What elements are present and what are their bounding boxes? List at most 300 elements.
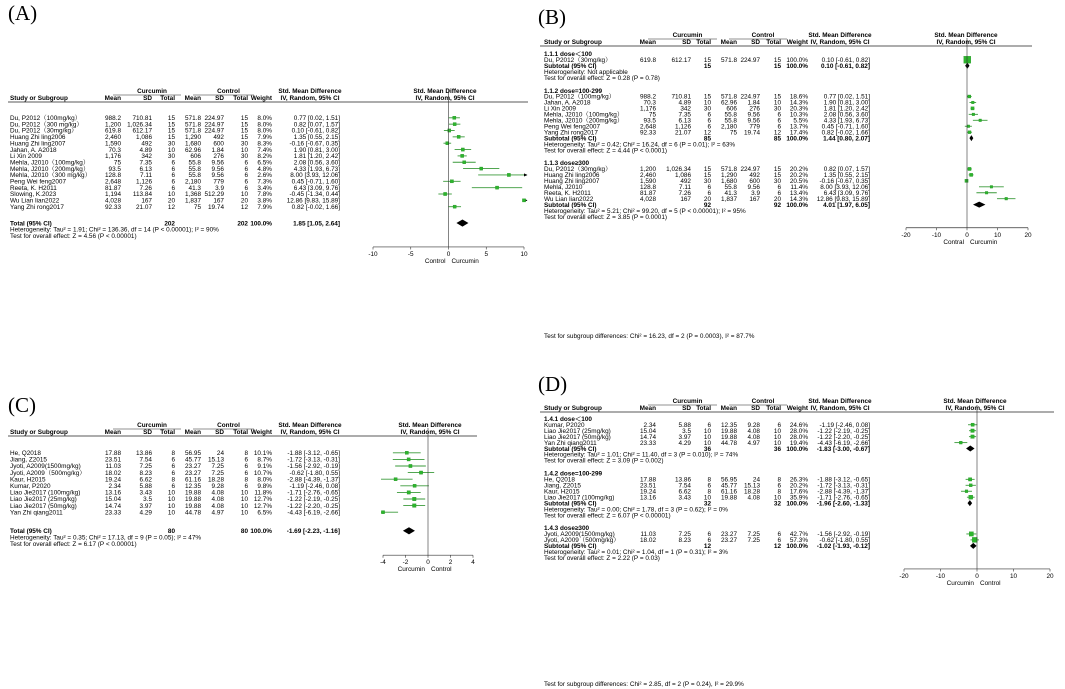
curcumin-total: 12 bbox=[167, 203, 175, 211]
curcumin-sd: 3.97 bbox=[678, 433, 691, 441]
study-name: Kaur, H2015 bbox=[10, 476, 46, 484]
study-name: Du, P2012（300 mg/kg） bbox=[10, 121, 83, 129]
control-sd: 167 bbox=[749, 195, 760, 203]
control-total: 6 bbox=[777, 123, 781, 131]
control-total: 10 bbox=[773, 99, 781, 107]
control-sd: 600 bbox=[213, 140, 224, 148]
curcumin-total: 30 bbox=[703, 178, 711, 186]
study-ci-text: 8.00 [3.93, 12.06] bbox=[820, 184, 870, 191]
subtotal-ci-text: -1.83 [-3.00, -0.67] bbox=[816, 445, 870, 453]
control-sd: 224.97 bbox=[204, 115, 224, 122]
study-name: Li Xin 2009 bbox=[10, 153, 42, 161]
study-name: Mehla, J2010 bbox=[544, 184, 583, 191]
control-sd: 4.97 bbox=[747, 439, 760, 447]
curcumin-total: 10 bbox=[703, 494, 711, 502]
study-effect-marker bbox=[965, 490, 968, 493]
study-weight: 6.5% bbox=[257, 509, 272, 517]
control-sd: 9.56 bbox=[747, 117, 760, 125]
curcumin-mean: 1,194 bbox=[105, 191, 121, 199]
study-effect-marker bbox=[965, 179, 968, 182]
curcumin-total: 10 bbox=[703, 427, 711, 435]
control-total: 30 bbox=[240, 153, 248, 161]
statistics-note: Heterogeneity: Tau² = 0.00; Chi² = 1.78, df = 3 (P = 0.62); I² = 0% bbox=[544, 506, 728, 514]
study-name: Du, P2012（30mg/kg） bbox=[544, 166, 612, 174]
control-mean: 75 bbox=[193, 203, 201, 211]
curcumin-mean: 4,028 bbox=[640, 195, 656, 203]
curcumin-total: 10 bbox=[167, 146, 175, 154]
x-tick-label: 20 bbox=[1024, 231, 1032, 239]
control-total: 8 bbox=[244, 450, 248, 457]
statistics-note: Heterogeneity: Tau² = 1.01; Chi² = 11.40, df = 3 (P = 0.010); I² = 74% bbox=[544, 451, 739, 459]
control-total: 30 bbox=[773, 105, 781, 113]
study-weight: 7.9% bbox=[257, 203, 272, 211]
subgroup-label: 1.4.3 dose≥300 bbox=[544, 525, 590, 533]
control-sd: 4.08 bbox=[747, 433, 760, 441]
control-mean: 571.8 bbox=[721, 166, 737, 174]
control-mean: 55.8 bbox=[188, 172, 201, 180]
study-name: Huang Zhi ling2007 bbox=[10, 140, 66, 148]
study-effect-marker bbox=[507, 173, 510, 176]
subtotal-ci-text: 4.01 [1.97, 6.05] bbox=[823, 201, 870, 209]
study-name: Jyoti, A2009（500mg/kg） bbox=[544, 537, 620, 545]
curcumin-mean: 1,176 bbox=[640, 105, 656, 113]
control-mean: 61.16 bbox=[721, 488, 737, 496]
study-weight: 9.1% bbox=[257, 463, 272, 471]
control-mean: 19.88 bbox=[185, 502, 201, 510]
study-name: Mehla, J2010（200mg/kg） bbox=[544, 117, 624, 125]
control-total: 15 bbox=[240, 121, 248, 129]
curcumin-sd: 8.23 bbox=[678, 537, 691, 545]
control-total: 10 bbox=[773, 494, 781, 502]
subtotal-weight: 100.0% bbox=[786, 445, 808, 453]
curcumin-total: 15 bbox=[703, 93, 711, 101]
curcumin-sd: 1,086 bbox=[675, 172, 691, 180]
x-tick-label: -10 bbox=[931, 231, 942, 239]
control-total: 10 bbox=[773, 427, 781, 435]
subtotal-control-total: 12 bbox=[773, 543, 781, 551]
subgroup-label: 1.1.1 dose＜100 bbox=[544, 51, 592, 58]
control-sd: 3.9 bbox=[215, 184, 224, 192]
control-sd: 3.9 bbox=[751, 189, 760, 197]
control-mean: 41.3 bbox=[724, 189, 737, 197]
study-name: Wu Lian lian2022 bbox=[544, 195, 594, 203]
weight-column-header: Weight bbox=[250, 95, 272, 102]
curcumin-sd: 3.5 bbox=[143, 496, 152, 504]
control-mean: 55.8 bbox=[724, 117, 737, 125]
curcumin-sd: 6.13 bbox=[139, 165, 152, 173]
study-weight: 8.0% bbox=[257, 127, 272, 135]
study-effect-marker bbox=[448, 129, 451, 132]
study-name: Jiang, Z2015 bbox=[10, 456, 47, 464]
study-weight: 19.4% bbox=[789, 439, 808, 447]
statistics-note: Heterogeneity: Tau² = 0.01; Chi² = 1.04, df = 1 (P = 0.31); I² = 3% bbox=[544, 549, 728, 556]
study-weight: 10.7% bbox=[253, 469, 272, 477]
control-total: 15 bbox=[773, 56, 781, 64]
curcumin-total: 6 bbox=[171, 456, 175, 464]
curcumin-mean: 128.8 bbox=[640, 184, 656, 191]
curcumin-mean: 81.87 bbox=[105, 184, 121, 192]
total-label: Total (95% CI) bbox=[10, 220, 52, 228]
curcumin-mean: 2,648 bbox=[640, 123, 656, 131]
control-mean: 55.8 bbox=[188, 159, 201, 167]
curcumin-mean: 1,200 bbox=[640, 166, 656, 174]
curcumin-mean: 11.03 bbox=[105, 463, 121, 471]
statistics-note: Test for overall effect: Z = 6.17 (P < 0.00001) bbox=[10, 541, 137, 549]
curcumin-total: 10 bbox=[167, 489, 175, 497]
control-total: 10 bbox=[240, 489, 248, 497]
curcumin-total: 15 bbox=[703, 56, 711, 64]
curcumin-total: 6 bbox=[171, 172, 175, 180]
study-ci-text: 2.08 [0.56, 3.60] bbox=[823, 111, 870, 119]
subtotal-weight: 100.0% bbox=[786, 135, 808, 143]
study-effect-marker bbox=[463, 161, 466, 164]
control-sd: 9.28 bbox=[211, 483, 224, 490]
study-weight: 11.4% bbox=[790, 184, 808, 191]
study-effect-marker bbox=[969, 484, 972, 487]
study-effect-marker bbox=[964, 56, 971, 63]
subgroup-difference-note: Test for subgroup differences: Chi² = 2.85, df = 2 (P = 0.24), I² = 29.9% bbox=[544, 681, 744, 688]
total1-column-header: Total bbox=[696, 405, 711, 412]
study-effect-marker bbox=[985, 191, 988, 194]
control-total: 10 bbox=[773, 439, 781, 447]
curcumin-mean: 19.24 bbox=[105, 476, 121, 484]
curcumin-sd: 3.43 bbox=[139, 489, 152, 497]
curcumin-total: 6 bbox=[707, 117, 711, 125]
study-effect-marker bbox=[381, 511, 384, 514]
study-weight: 3.4% bbox=[257, 184, 272, 192]
study-effect-marker bbox=[480, 167, 483, 170]
curcumin-sd: 4.29 bbox=[139, 509, 152, 517]
curcumin-total: 6 bbox=[171, 184, 175, 192]
curcumin-mean: 2.34 bbox=[643, 421, 656, 429]
x-tick-label: 10 bbox=[993, 231, 1002, 239]
statistics-note: Heterogeneity: Tau² = 1.91; Chi² = 136.36, df = 14 (P < 0.00001); I² = 90% bbox=[10, 226, 219, 234]
curcumin-mean: 11.03 bbox=[640, 531, 656, 539]
x-tick-label: 0 bbox=[446, 250, 451, 258]
curcumin-sd: 4.29 bbox=[678, 439, 691, 447]
subtotal-control-total: 92 bbox=[773, 201, 781, 209]
control-total: 6 bbox=[244, 469, 248, 477]
study-name: Yang Zhi rong2017 bbox=[544, 129, 598, 137]
curcumin-total: 6 bbox=[171, 178, 175, 186]
control-total: 30 bbox=[773, 178, 781, 186]
study-name: Jyoti, A2009(1500mg/kg) bbox=[544, 531, 615, 539]
curcumin-sd: 7.54 bbox=[678, 482, 691, 490]
study-ci-text: -1.88 [-3.12, -0.65] bbox=[287, 450, 340, 457]
subgroup-label: 1.1.3 dose≥300 bbox=[544, 160, 590, 168]
study-name: Kaur, H2015 bbox=[544, 488, 580, 496]
curcumin-mean: 70.3 bbox=[643, 99, 656, 107]
curcumin-mean: 14.74 bbox=[105, 502, 121, 510]
curcumin-total: 8 bbox=[171, 476, 175, 484]
curcumin-total: 20 bbox=[703, 195, 711, 203]
subgroup-label: 1.4.2 dose=100-299 bbox=[544, 470, 603, 478]
study-effect-marker bbox=[968, 131, 971, 134]
study-ci-text: 1.90 [0.81, 3.00] bbox=[293, 146, 340, 154]
curcumin-mean: 988.2 bbox=[105, 115, 121, 122]
study-ci-text: -2.88 [-4.39, -1.37] bbox=[817, 488, 870, 496]
study-name: Huang Zhi ling2007 bbox=[544, 178, 600, 186]
curcumin-total: 10 bbox=[703, 433, 711, 441]
plot-header-method: IV, Random, 95% CI bbox=[400, 429, 460, 436]
curcumin-sd: 13.86 bbox=[136, 450, 152, 457]
control-mean: 55.8 bbox=[724, 111, 737, 119]
plot-header-method: IV, Random, 95% CI bbox=[936, 39, 996, 46]
curcumin-sd: 1,026.34 bbox=[127, 121, 152, 129]
statistics-note: Test for overall effect: Z = 6.07 (P < 0.00001) bbox=[544, 512, 671, 520]
subtotal-weight: 100.0% bbox=[786, 500, 808, 508]
study-ci-text: -1.22 [-2.19, -0.25] bbox=[817, 427, 870, 435]
group2-header: Control bbox=[217, 422, 240, 429]
sd1-column-header: SD bbox=[143, 95, 152, 102]
study-effect-marker bbox=[461, 148, 464, 151]
group2-header: Control bbox=[751, 398, 775, 405]
control-sd: 7.25 bbox=[747, 531, 760, 539]
control-total: 6 bbox=[244, 165, 248, 173]
total2-column-header: Total bbox=[233, 429, 248, 436]
curcumin-total: 10 bbox=[167, 502, 175, 510]
favours-left-label: Curcumin bbox=[946, 579, 974, 587]
group1-header: Curcumin bbox=[672, 398, 703, 405]
study-effect-marker bbox=[971, 101, 974, 104]
study-weight: 13.4% bbox=[789, 189, 808, 197]
control-mean: 45.77 bbox=[185, 456, 201, 464]
mean1-column-header: Mean bbox=[639, 405, 656, 412]
sd2-column-header: SD bbox=[215, 95, 224, 102]
control-total: 20 bbox=[240, 197, 248, 205]
curcumin-sd: 21.07 bbox=[136, 203, 152, 211]
study-ci-text: -1.19 [-2.46, 0.08] bbox=[819, 421, 870, 429]
study-name: Mehla, J2010（300 mg/kg） bbox=[10, 172, 91, 180]
study-name: Mehla, J2010（100mg/kg） bbox=[10, 159, 90, 167]
control-total: 6 bbox=[777, 531, 781, 539]
study-effect-marker bbox=[412, 497, 416, 501]
study-weight: 8.0% bbox=[257, 476, 272, 484]
curcumin-total: 30 bbox=[167, 153, 175, 161]
study-weight: 7.3% bbox=[257, 178, 272, 186]
study-weight: 8.3% bbox=[257, 140, 272, 148]
favours-left-label: Control bbox=[424, 257, 446, 265]
control-total: 6 bbox=[777, 184, 781, 191]
group1-header: Curcumin bbox=[672, 32, 703, 39]
control-mean: 44.78 bbox=[185, 509, 201, 517]
study-name: Wu Lian lian2022 bbox=[10, 197, 60, 205]
study-weight: 6.5% bbox=[257, 159, 272, 167]
sd1-column-header: SD bbox=[682, 39, 691, 46]
control-sd: 512.29 bbox=[204, 191, 224, 199]
curcumin-mean: 128.8 bbox=[105, 172, 121, 180]
study-name: Yan Zhi qiang2011 bbox=[10, 509, 63, 517]
subtotal-control-total: 85 bbox=[773, 135, 781, 143]
study-name: Du, P2012（100mg/kg） bbox=[544, 93, 616, 101]
control-total: 8 bbox=[777, 476, 781, 484]
curcumin-total: 30 bbox=[703, 105, 711, 113]
study-ci-text: -0.62 [-1.80, 0.55] bbox=[289, 469, 340, 477]
control-sd: 4.08 bbox=[747, 427, 760, 435]
study-ci-text: -1.71 [-2.76, -0.65] bbox=[817, 494, 870, 502]
control-sd: 4.97 bbox=[211, 509, 224, 517]
curcumin-mean: 93.5 bbox=[643, 117, 656, 125]
study-effect-marker bbox=[969, 532, 973, 536]
curcumin-total: 8 bbox=[707, 488, 711, 496]
x-tick-label: 2 bbox=[448, 559, 453, 567]
study-effect-marker bbox=[968, 167, 971, 170]
control-total: 15 bbox=[240, 127, 248, 135]
study-ci-text: 1.35 [0.55, 2.15] bbox=[823, 172, 870, 180]
study-ci-text: -1.56 [-2.92, -0.19] bbox=[287, 463, 340, 471]
study-ci-text: -0.62 [-1.80, 0.55] bbox=[819, 537, 870, 545]
plot-header-title: Std. Mean Difference bbox=[413, 88, 477, 95]
study-weight: 12.7% bbox=[253, 502, 272, 510]
total-control-total: 202 bbox=[237, 220, 248, 228]
control-mean: 75 bbox=[729, 129, 737, 137]
sd2-column-header: SD bbox=[215, 429, 224, 436]
study-ci-text: -4.43 [-6.19, -2.66] bbox=[287, 509, 340, 517]
control-mean: 23.27 bbox=[721, 531, 737, 539]
control-total: 6 bbox=[777, 111, 781, 119]
control-total: 6 bbox=[777, 189, 781, 197]
curcumin-mean: 4,028 bbox=[105, 197, 121, 205]
study-ci-text: -1.88 [-3.12, -0.65] bbox=[817, 476, 870, 484]
group2-header: Control bbox=[217, 88, 240, 95]
curcumin-sd: 6.13 bbox=[678, 117, 691, 125]
control-sd: 9.56 bbox=[211, 159, 224, 167]
curcumin-sd: 13.86 bbox=[675, 476, 691, 484]
study-weight: 24.6% bbox=[789, 421, 808, 429]
control-total: 6 bbox=[244, 463, 248, 471]
curcumin-sd: 612.17 bbox=[132, 127, 152, 135]
subtotal-curcumin-total: 36 bbox=[703, 445, 711, 453]
curcumin-mean: 1,590 bbox=[640, 178, 656, 186]
study-weight: 28.0% bbox=[789, 433, 808, 441]
subtotal-weight: 100.0% bbox=[786, 543, 808, 551]
study-name: He, Q2018 bbox=[544, 476, 575, 484]
curcumin-sd: 3.5 bbox=[682, 427, 691, 435]
study-column-header: Study or Subgroup bbox=[10, 429, 68, 436]
control-total: 15 bbox=[773, 166, 781, 174]
study-effect-marker bbox=[409, 464, 412, 467]
study-name: Liao Jie2017 (50mg/kg) bbox=[544, 433, 611, 441]
curcumin-sd: 5.88 bbox=[139, 483, 152, 490]
control-sd: 7.25 bbox=[211, 469, 224, 477]
control-total: 6 bbox=[244, 483, 248, 490]
study-ci-text: -1.72 [-3.13, -0.31] bbox=[287, 456, 340, 464]
control-total: 6 bbox=[244, 456, 248, 464]
study-name: Kumar, P2020 bbox=[544, 421, 585, 429]
curcumin-total: 12 bbox=[703, 129, 711, 137]
curcumin-total: 15 bbox=[703, 166, 711, 174]
control-total: 6 bbox=[777, 117, 781, 125]
study-ci-text: 0.82 [0.07, 1.57] bbox=[293, 121, 340, 129]
curcumin-mean: 1,176 bbox=[105, 153, 121, 161]
study-name: Li Xin 2009 bbox=[544, 105, 576, 113]
control-mean: 55.8 bbox=[188, 165, 201, 173]
curcumin-sd: 8.23 bbox=[139, 469, 152, 477]
curcumin-total: 10 bbox=[167, 496, 175, 504]
control-mean: 571.8 bbox=[185, 127, 201, 135]
study-weight: 7.4% bbox=[257, 146, 272, 154]
study-weight: 14.3% bbox=[789, 99, 808, 107]
study-weight: 7.9% bbox=[257, 134, 272, 142]
study-name: Jyoti, A2009（500mg/kg） bbox=[10, 469, 86, 477]
study-column-header: Study or Subgroup bbox=[544, 39, 602, 46]
study-name: Huang Zhi ling2006 bbox=[544, 172, 600, 180]
curcumin-mean: 23.33 bbox=[105, 509, 121, 517]
control-mean: 44.78 bbox=[721, 439, 737, 447]
study-name: Slowing, K.2023 bbox=[10, 191, 57, 199]
study-name: Liao Jie2017 (50mg/kg) bbox=[10, 502, 77, 510]
plot-header-method: IV, Random, 95% CI bbox=[945, 405, 1005, 412]
weight-column-header: Weight bbox=[786, 405, 808, 412]
control-total: 10 bbox=[773, 433, 781, 441]
curcumin-mean: 1,200 bbox=[105, 121, 121, 129]
curcumin-mean: 13.16 bbox=[640, 494, 656, 502]
control-mean: 62.96 bbox=[185, 146, 201, 154]
x-tick-label: 20 bbox=[1046, 572, 1054, 580]
study-ci-text: -1.56 [-2.92, -0.19] bbox=[817, 531, 870, 539]
control-mean: 2,180 bbox=[185, 178, 201, 186]
control-total: 6 bbox=[244, 159, 248, 167]
curcumin-sd: 7.35 bbox=[139, 159, 152, 167]
study-weight: 17.6% bbox=[789, 488, 808, 496]
control-total: 12 bbox=[240, 203, 248, 211]
curcumin-sd: 7.26 bbox=[678, 189, 691, 197]
curcumin-sd: 6.62 bbox=[678, 488, 691, 496]
x-tick-label: -4 bbox=[380, 559, 386, 567]
control-total: 10 bbox=[240, 146, 248, 154]
study-name: Jahan, A. A2018 bbox=[544, 99, 591, 107]
curcumin-sd: 5.88 bbox=[678, 421, 691, 429]
curcumin-total: 6 bbox=[171, 483, 175, 490]
total-curcumin-total: 202 bbox=[164, 220, 175, 228]
study-name: Liao Jie2017 (100mg/kg) bbox=[544, 494, 615, 502]
x-tick-label: -2 bbox=[402, 559, 409, 567]
curcumin-mean: 23.51 bbox=[105, 456, 121, 464]
study-effect-marker bbox=[990, 186, 993, 189]
control-total: 15 bbox=[240, 115, 248, 122]
study-effect-marker bbox=[453, 116, 456, 119]
x-tick-label: -5 bbox=[407, 250, 414, 258]
x-tick-label: -10 bbox=[935, 572, 946, 580]
curcumin-total: 15 bbox=[167, 127, 175, 135]
x-tick-label: -20 bbox=[899, 572, 909, 580]
curcumin-mean: 75 bbox=[113, 159, 121, 167]
mean1-column-header: Mean bbox=[104, 429, 121, 436]
study-effect-marker bbox=[968, 478, 971, 481]
study-effect-marker bbox=[968, 95, 971, 98]
statistics-note: Test for overall effect: Z = 0.28 (P = 0.78) bbox=[544, 74, 660, 82]
study-effect-marker bbox=[407, 458, 410, 461]
curcumin-sd: 7.54 bbox=[139, 456, 152, 464]
curcumin-sd: 3.43 bbox=[678, 494, 691, 502]
study-name: Reeta, K. H2011 bbox=[544, 189, 591, 197]
control-total: 6 bbox=[777, 482, 781, 490]
study-weight: 12.7% bbox=[253, 496, 272, 504]
control-total: 6 bbox=[244, 172, 248, 180]
curcumin-sd: 4.89 bbox=[678, 99, 691, 107]
curcumin-sd: 113.84 bbox=[132, 191, 152, 199]
control-sd: 9.56 bbox=[747, 184, 760, 191]
control-sd: 9.56 bbox=[211, 165, 224, 173]
x-tick-label: 4 bbox=[471, 559, 475, 567]
study-name: Kumar, P2020 bbox=[10, 483, 51, 490]
study-weight: 8.2% bbox=[257, 153, 272, 161]
effect-column-title: Std. Mean Difference bbox=[278, 88, 342, 95]
curcumin-mean: 15.04 bbox=[640, 427, 656, 435]
study-name: He, Q2018 bbox=[10, 450, 41, 457]
study-ci-text: 12.86 [9.83, 15.89] bbox=[816, 195, 870, 203]
study-name: Huang Zhi ling2006 bbox=[10, 134, 66, 142]
